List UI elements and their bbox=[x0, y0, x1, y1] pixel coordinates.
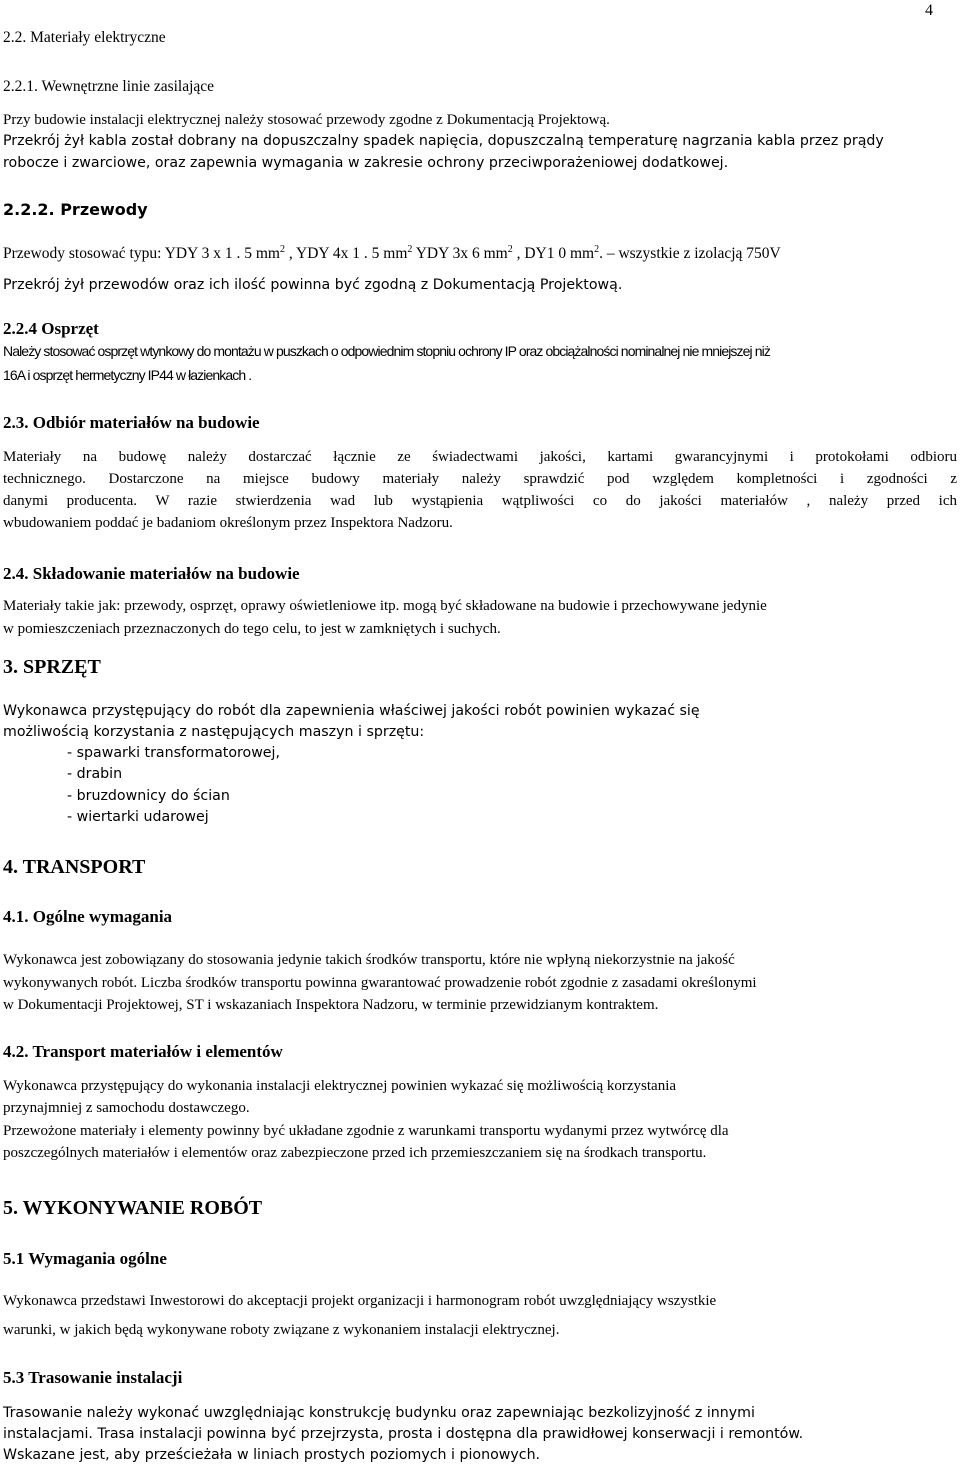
heading-2-4: 2.4. Składowanie materiałów na budowie bbox=[3, 564, 300, 583]
para-221-line-3: robocze i zwarciowe, oraz zapewnia wymagania w zakresie ochrony przeciwporażeniowej dodatkowej. bbox=[3, 155, 729, 171]
przewody-text-g: , DY1 0 mm bbox=[512, 245, 595, 262]
heading-4: 4. TRANSPORT bbox=[3, 856, 146, 878]
heading-2-2: 2.2. Materiały elektryczne bbox=[3, 29, 166, 46]
para-3-line-1: Wykonawca przystępujący do robót dla zapewnienia właściwej jakości robót powinien wykazać się bbox=[3, 703, 700, 719]
para-23-line-4: wbudowaniem poddać je badaniom określonym przez Inspektora Nadzoru. bbox=[3, 515, 453, 531]
para-41-line-1: Wykonawca jest zobowiązany do stosowania jedynie takich środków transportu, które nie wpłyną niekorzystnie na jakość bbox=[3, 952, 735, 968]
para-42-line-3: Przewożone materiały i elementy powinny być układane zgodnie z warunkami transportu wydanymi przez wytwórcę dla bbox=[3, 1123, 729, 1139]
para-41-line-3: w Dokumentacji Projektowej, ST i wskazaniach Inspektora Nadzoru, w terminie przewidzianym kontraktem. bbox=[3, 997, 659, 1013]
superscript-2: 2 bbox=[407, 244, 413, 255]
przewody-types-line bbox=[3, 246, 781, 262]
heading-2-2-2: 2.2.2. Przewody bbox=[3, 200, 148, 219]
para-222-line-2: Przekrój żył przewodów oraz ich ilość powinna być zgodną z Dokumentacją Projektową. bbox=[3, 277, 623, 293]
para-224-line-1: Należy stosować osprzęt wtynkowy do montażu w puszkach o odpowiednim stopniu ochrony IP oraz obciążalności nominalnej nie mniejszej niż bbox=[3, 343, 770, 359]
heading-2-2-4: 2.2.4 Osprzęt bbox=[3, 319, 99, 338]
superscript-2: 2 bbox=[594, 244, 600, 255]
para-53-line-2: instalacjami. Trasa instalacji powinna być przejrzysta, prosta i dostępna dla prawidłowej konserwacji i remontów. bbox=[3, 1426, 804, 1442]
przewody-text-c: , YDY 4x 1 . 5 mm bbox=[284, 245, 408, 262]
para-23-line-1: Materiały na budowę należy dostarczać łącznie ze świadectwami jakości, kartami gwarancyjnymi i protokołami odbioru bbox=[3, 449, 957, 465]
para-3-line-2: możliwością korzystania z następujących maszyn i sprzętu: bbox=[3, 724, 425, 740]
para-221-line-2: Przekrój żył kabla został dobrany na dopuszczalny spadek napięcia, dopuszczalną temperaturę nagrzania kabla przez prądy bbox=[3, 133, 884, 149]
para-42-line-1: Wykonawca przystępujący do wykonania instalacji elektrycznej powinien wykazać się możliwością korzystania bbox=[3, 1078, 677, 1094]
heading-5: 5. WYKONYWANIE ROBÓT bbox=[3, 1197, 263, 1219]
para-41-line-2: wykonywanych robót. Liczba środków transportu powinna gwarantować prowadzenie robót zgodnie z zasadami określonymi bbox=[3, 975, 757, 991]
equipment-item: - drabin bbox=[67, 766, 123, 782]
para-23-line-3: danymi producenta. W razie stwierdzenia wad lub wystąpienia wątpliwości co do jakości materiałów , należy przed ich bbox=[3, 493, 957, 509]
przewody-text-i: . – wszystkie z izolacją 750V bbox=[599, 245, 781, 262]
equipment-item: - spawarki transformatorowej, bbox=[67, 745, 280, 761]
equipment-item: - wiertarki udarowej bbox=[67, 809, 209, 825]
heading-4-1: 4.1. Ogólne wymagania bbox=[3, 907, 173, 926]
heading-4-2: 4.2. Transport materiałów i elementów bbox=[3, 1042, 283, 1061]
przewody-text-a: Przewody stosować typu: YDY 3 x 1 . 5 mm bbox=[3, 245, 280, 262]
para-53-line-3: Wskazane jest, aby prześcieżała w liniach prostych poziomych i pionowych. bbox=[3, 1447, 541, 1463]
para-23-line-2: technicznego. Dostarczone na miejsce budowy materiały należy sprawdzić pod względem kompletności i zgodności z bbox=[3, 471, 957, 487]
przewody-text-e: YDY 3x 6 mm bbox=[412, 245, 508, 262]
para-224-line-2: 16A i osprzęt hermetyczny IP44 w łazienkach . bbox=[3, 367, 252, 383]
para-51-line-2: warunki, w jakich będą wykonywane roboty związane z wykonaniem instalacji elektrycznej. bbox=[3, 1322, 560, 1338]
heading-3: 3. SPRZĘT bbox=[3, 656, 101, 678]
page-number: 4 bbox=[925, 2, 933, 19]
para-221-line-1: Przy budowie instalacji elektrycznej należy stosować przewody zgodne z Dokumentacją Projektową. bbox=[3, 112, 610, 128]
superscript-2: 2 bbox=[507, 244, 513, 255]
heading-2-3: 2.3. Odbiór materiałów na budowie bbox=[3, 413, 260, 432]
para-42-line-4: poszczególnych materiałów i elementów oraz zabezpieczone przed ich przemieszczaniem się na środkach transportu. bbox=[3, 1145, 707, 1161]
heading-5-1: 5.1 Wymagania ogólne bbox=[3, 1249, 167, 1268]
superscript-2: 2 bbox=[279, 244, 285, 255]
para-53-line-1: Trasowanie należy wykonać uwzględniając konstrukcję budynku oraz zapewniając bezkolizyjność z innymi bbox=[3, 1405, 755, 1421]
para-42-line-2: przynajmniej z samochodu dostawczego. bbox=[3, 1100, 250, 1116]
equipment-item: - bruzdownicy do ścian bbox=[67, 788, 230, 804]
para-24-line-2: w pomieszczeniach przeznaczonych do tego celu, to jest w zamkniętych i suchych. bbox=[3, 621, 501, 637]
para-24-line-1: Materiały takie jak: przewody, osprzęt, oprawy oświetleniowe itp. mogą być składowane na budowie i przechowywane jedynie bbox=[3, 598, 767, 614]
heading-2-2-1: 2.2.1. Wewnętrzne linie zasilające bbox=[3, 78, 215, 95]
heading-5-3: 5.3 Trasowanie instalacji bbox=[3, 1368, 183, 1387]
para-51-line-1: Wykonawca przedstawi Inwestorowi do akceptacji projekt organizacji i harmonogram robót uwzględniający wszystkie bbox=[3, 1293, 717, 1309]
